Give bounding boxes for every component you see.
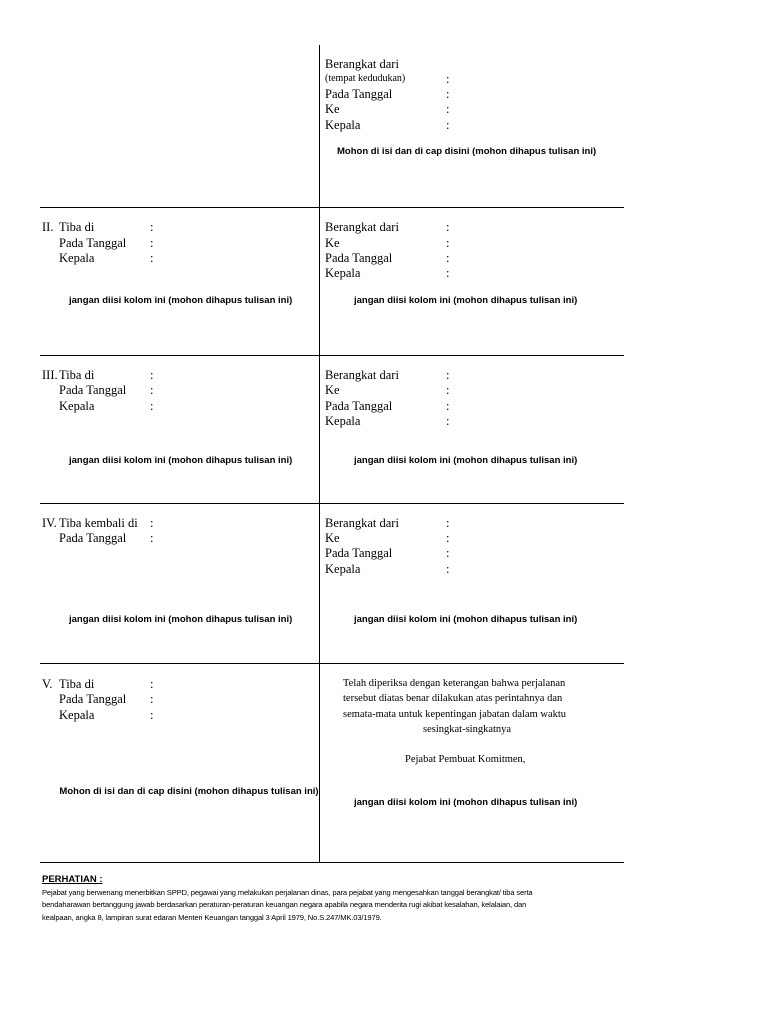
row-divider-5 xyxy=(40,862,624,863)
s3-colon: : xyxy=(446,368,450,382)
s2-right-kepala-label: Kepala xyxy=(325,266,361,280)
s5-pejabat-label: Pejabat Pembuat Komitmen, xyxy=(405,754,526,765)
s1-pada-tanggal-label: Pada Tanggal xyxy=(325,87,393,101)
s4-right-kepala-label: Kepala xyxy=(325,562,361,576)
s3-kepala-label: Kepala xyxy=(59,399,95,413)
s3-colon: : xyxy=(446,399,450,413)
s5-colon: : xyxy=(150,677,154,691)
s5-tiba-label: Tiba di xyxy=(59,677,95,691)
row-divider-1 xyxy=(40,207,624,208)
s5-statement-line-3: semata-mata untuk kepentingan jabatan dalam waktu xyxy=(343,709,567,720)
s5-colon: : xyxy=(150,708,154,722)
s3-tiba-label: Tiba di xyxy=(59,368,95,382)
s5-pada-tanggal-label: Pada Tanggal xyxy=(59,692,127,706)
s2-colon: : xyxy=(446,220,450,234)
s2-colon: : xyxy=(446,266,450,280)
s3-colon: : xyxy=(446,414,450,428)
s1-ke-label: Ke xyxy=(325,102,340,116)
s4-colon: : xyxy=(150,516,154,530)
s4-colon: : xyxy=(446,531,450,545)
s3-right-berangkat-label: Berangkat dari xyxy=(325,368,399,382)
s1-colon: : xyxy=(446,72,450,86)
s3-colon: : xyxy=(150,383,154,397)
s2-right-pada-tanggal-label: Pada Tanggal xyxy=(325,251,393,265)
s3-note-left: jangan diisi kolom ini (mohon dihapus tulisan ini) xyxy=(69,455,293,466)
s3-colon: : xyxy=(150,399,154,413)
s2-tiba-label: Tiba di xyxy=(59,220,95,234)
s5-statement-line-2: tersebut diatas benar dilakukan atas perintahnya dan xyxy=(343,693,563,704)
s2-colon: : xyxy=(150,220,154,234)
s5-note-right: jangan diisi kolom ini (mohon dihapus tulisan ini) xyxy=(354,797,578,808)
s2-colon: : xyxy=(150,236,154,250)
s4-right-pada-tanggal-label: Pada Tanggal xyxy=(325,546,393,560)
s4-tiba-kembali-label: Tiba kembali di xyxy=(59,516,138,530)
s1-note: Mohon di isi dan di cap disini (mohon dihapus tulisan ini) xyxy=(337,146,597,157)
perhatian-line-3: kealpaan, angka 8, lampiran surat edaran Menteri Keuangan tanggal 3 April 1979, No.S.247/MK.03/1979. xyxy=(42,913,382,922)
s4-right-ke-label: Ke xyxy=(325,531,340,545)
s5-note-left: Mohon di isi dan di cap disini (mohon dihapus tulisan ini) xyxy=(59,786,319,797)
row-divider-3 xyxy=(40,503,624,504)
s5-statement-line-4: sesingkat-singkatnya xyxy=(423,724,512,735)
s3-note-right: jangan diisi kolom ini (mohon dihapus tulisan ini) xyxy=(354,455,578,466)
row-divider-2 xyxy=(40,355,624,356)
s2-kepala-label: Kepala xyxy=(59,251,95,265)
s2-note-right: jangan diisi kolom ini (mohon dihapus tulisan ini) xyxy=(354,295,578,306)
s5-statement-line-1: Telah diperiksa dengan keterangan bahwa perjalanan xyxy=(343,678,566,689)
s2-right-ke-label: Ke xyxy=(325,236,340,250)
s4-note-right: jangan diisi kolom ini (mohon dihapus tulisan ini) xyxy=(354,614,578,625)
s1-tempat-label: (tempat kedudukan) xyxy=(325,73,406,84)
s2-right-berangkat-label: Berangkat dari xyxy=(325,220,399,234)
s3-pada-tanggal-label: Pada Tanggal xyxy=(59,383,127,397)
s5-numeral: V. xyxy=(42,677,53,691)
s2-colon: : xyxy=(446,236,450,250)
s1-colon: : xyxy=(446,118,450,132)
s4-colon: : xyxy=(446,546,450,560)
s5-kepala-label: Kepala xyxy=(59,708,95,722)
s3-right-kepala-label: Kepala xyxy=(325,414,361,428)
s5-colon: : xyxy=(150,692,154,706)
s2-pada-tanggal-label: Pada Tanggal xyxy=(59,236,127,250)
s3-right-pada-tanggal-label: Pada Tanggal xyxy=(325,399,393,413)
perhatian-heading: PERHATIAN : xyxy=(42,874,103,885)
s4-right-berangkat-label: Berangkat dari xyxy=(325,516,399,530)
s4-colon: : xyxy=(446,562,450,576)
s2-colon: : xyxy=(446,251,450,265)
s3-colon: : xyxy=(446,383,450,397)
s4-colon: : xyxy=(446,516,450,530)
s1-colon: : xyxy=(446,102,450,116)
s2-note-left: jangan diisi kolom ini (mohon dihapus tulisan ini) xyxy=(69,295,293,306)
s2-numeral: II. xyxy=(42,220,54,234)
perhatian-line-2: bendaharawan bertanggung jawab berdasarkan peraturan-peraturan keuangan negara apabila negara menderita rugi akibat kesalahan, kelalaian, dan xyxy=(42,900,527,909)
s1-kepala-label: Kepala xyxy=(325,118,361,132)
s4-colon: : xyxy=(150,531,154,545)
s3-numeral: III. xyxy=(42,368,58,382)
s4-note-left: jangan diisi kolom ini (mohon dihapus tulisan ini) xyxy=(69,614,293,625)
s3-right-ke-label: Ke xyxy=(325,383,340,397)
s4-numeral: IV. xyxy=(42,516,57,530)
row-divider-4 xyxy=(40,663,624,664)
perhatian-line-1: Pejabat yang berwenang menerbitkan SPPD, pegawai yang melakukan perjalanan dinas, para pejabat yang mengesahkan tanggal berangkat/ tiba serta xyxy=(42,888,533,897)
s4-pada-tanggal-label: Pada Tanggal xyxy=(59,531,127,545)
s2-colon: : xyxy=(150,251,154,265)
s1-colon: : xyxy=(446,87,450,101)
s1-berangkat-label: Berangkat dari xyxy=(325,57,399,71)
center-divider xyxy=(319,45,320,862)
s3-colon: : xyxy=(150,368,154,382)
